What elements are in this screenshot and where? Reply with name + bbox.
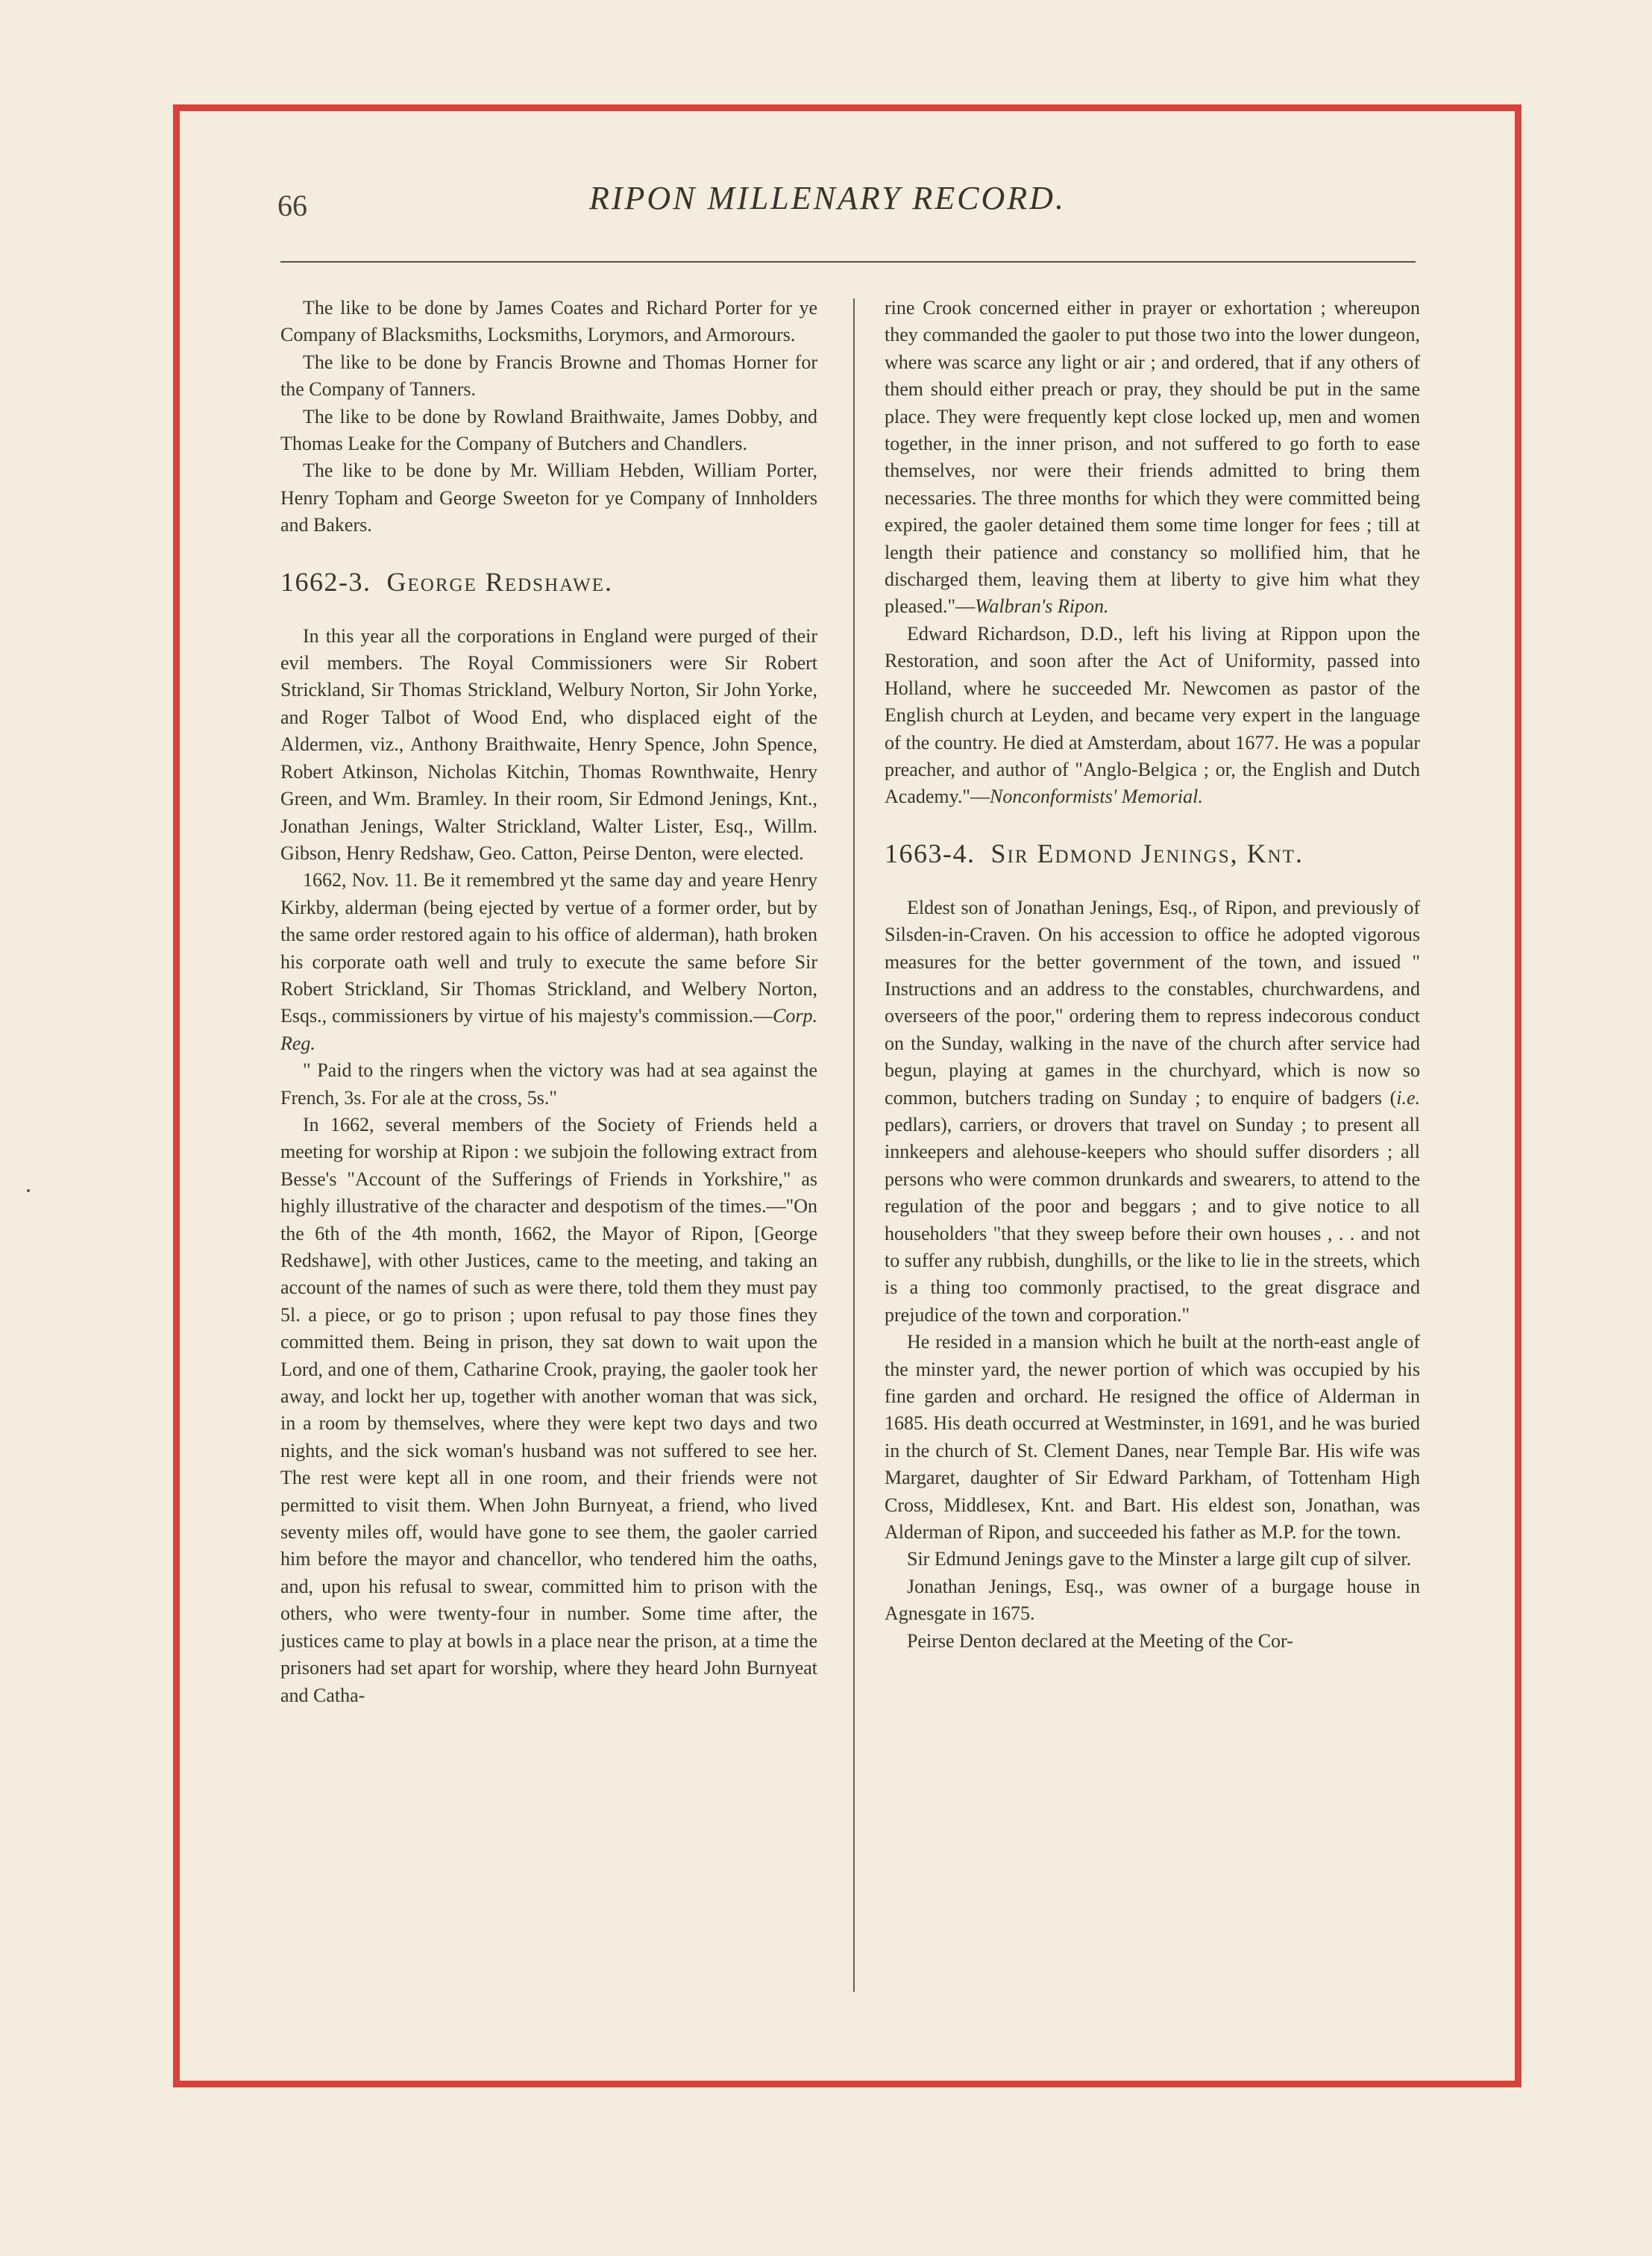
page-number: 66: [277, 189, 307, 222]
paragraph-corporations: In this year all the corporations in England were purged of their evil members. The Royal Commissioners were Sir Robert Strickland, Sir Thomas Strickland, Welbury Norton, Sir John Yorke, and Roger Talbot of Wood End, who displaced eight of the Aldermen, viz., Anthony Braithwaite, Henry Spence, John Spence, Robert Atkinson, Nicholas Kitchin, Thomas Rownthwaite, Henry Green, and Wm. Bramley. In their room, Sir Edmond Jenings, Knt., Jonathan Jenings, Walter Strickland, Walter Lister, Esq., Willm. Gibson, Henry Redshaw, Geo. Catton, Peirse Denton, were elected.: [280, 624, 817, 864]
paragraph-jenings-text: Eldest son of Jonathan Jenings, Esq., of Ripon, and previously of Silsden-in-Craven. On his accession to office he adopted vigorous measures for the better government of the town, and issued " Instructions and an address to the constables, churchwardens, and overseers of the poor," ordering them to repress indecorous conduct on the Sunday, walking in the nave of the church after service had begun, playing at games in the churchyard, which is now so common, butchers trading on Sunday ; to enquire of badgers: [885, 896, 1420, 1109]
source-citation: Walbran's Ripon.: [975, 595, 1109, 618]
source-citation: Nonconformists' Memorial.: [990, 786, 1203, 808]
column-divider: [853, 298, 855, 1992]
entry-heading-jenings: [885, 838, 1420, 869]
paragraph-gilt-cup: Sir Edmund Jenings gave to the Minster a large gilt cup of silver.: [907, 1548, 1412, 1570]
paragraph-mansion: He resided in a mansion which he built at the north-east angle of the minster yard, the newer portion of which was occupied by his fine garden and orchard. He resigned the office of Alderman in 1685. His death occurred at Westminster, in 1691, and he was buried in the church of St. Clement Danes, near Temple Bar. His wife was Margaret, daughter of Sir Edward Parkham, of Tottenham High Cross, Middlesex, Knt. and Bart. His eldest son, Jonathan, was Alderman of Ripon, and succeeded his father as M.P. for the town.: [885, 1331, 1420, 1544]
paragraph-denton: Peirse Denton declared at the Meeting of the Cor-: [907, 1629, 1293, 1652]
entry-name: Sir Edmond Jenings, Knt.: [990, 838, 1304, 868]
source-citation: Corp. Reg.: [280, 1005, 817, 1054]
paragraph-crook-continued: [885, 295, 1420, 621]
entry-heading-redshawe: [280, 566, 817, 598]
paragraph-innholders: The like to be done by Mr. William Hebden, William Porter, Henry Topham and George Sweeton for ye Company of Innholders and Bakers.: [280, 460, 817, 536]
paragraph-crook-text: rine Crook concerned either in prayer or exhortation ; whereupon they commanded the gaoler to put those two into the lower dungeon, where was scarce any light or air ; and ordered, that if any others of them should either preach or pray, they should be put in the same place. They were frequently kept close locked up, men and women together, in the inner prison, and not suffered to go forth to ease themselves, nor were their friends admitted to bring them necessaries. The three months for which they were committed being expired, the gaoler detained them some time longer for fees ; till at length their patience and constancy so mollified him, that he discharged them, leaving them at liberty to give him what they pleased."—: [885, 297, 1420, 618]
paragraph-jenings-rest: pedlars), carriers, or drovers that travel on Sunday ; to present all innkeepers and alehouse-keepers who should suffer disorders ; all persons who were common drunkards and swearers, to attend to the regulation of the poor and beggars ; and to give notice to all householders "that they sweep before their own houses , . . and not to suffer any rubbish, dunghills, or the like to lie in the streets, which is a thing too commonly practised, to the great disgrace and prejudice of the town and corporation.": [885, 1113, 1420, 1326]
paragraph-richardson-text: Edward Richardson, D.D., left his living at Rippon upon the Restoration, and soon after the Act of Uniformity, passed into Holland, where he succeeded Mr. Newcomen as pastor of the English church at Leyden, and became very expert in the language of the country. He died at Amsterdam, about 1677. He was a popular preacher, and author of "Anglo-Belgica ; or, the English and Dutch Academy."—: [885, 622, 1420, 808]
paragraph-friends: In 1662, several members of the Society of Friends held a meeting for worship at Ripon : we subjoin the following extract from Besse's "Account of the Sufferings of Friends in Yorkshire," as highly illustrative of the character and despotism of the times.—"On the 6th of the 4th month, 1662, the Mayor of Ripon, [George Redshawe], with other Justices, came to the meeting, and taking an account of the names of such as were there, told them they must pay 5l. a piece, or go to prison ; upon refusal to pay those fines they committed them. Being in prison, they sat down to wait upon the Lord, and one of them, Catharine Crook, praying, the gaoler took her away, and lockt her up, together with another woman that was sick, in a room by themselves, where they were kept two days and two nights, and the sick woman's husband was not suffered to see her. The rest were kept all in one room, and their friends were not permitted to visit them. When John Burnyeat, a friend, who lived seventy miles off, would have gone to see them, the gaoler carried him before the mayor and chancellor, who tendered him the oaths, and, upon his refusal to swear, committed him to prison with the others, who were twenty-four in number. Some time after, the justices came to play at bowls in a place near the prison, at a time the prisoners had set apart for worship, where they heard John Burnyeat and Catha-: [280, 1113, 817, 1706]
paragraph-blacksmiths: The like to be done by James Coates and Richard Porter for ye Company of Blacksmiths, Locksmiths, Lorymors, and Armorours.: [280, 297, 817, 346]
paragraph-tanners: The like to be done by Francis Browne and Thomas Horner for the Company of Tanners.: [280, 351, 817, 401]
abbreviation-ie: i.e.: [1396, 1086, 1420, 1109]
running-title: RIPON MILLENARY RECORD.: [589, 180, 1066, 216]
paragraph-jenings-measures: Eldest son of Jonathan Jenings, Esq., of Ripon, and previously of Silsden-in-Craven. On his accession to office he adopted vigorous measures for the better government of the town, and issued " Instructions and an address to the constables, churchwardens, and overseers of the poor," ordering them to repress indecorous conduct on the Sunday, walking in the nave of the church after service had begun, playing at games in the churchyard, which is now so common, butchers trading on Sunday ; to enquire of badgers (i.e. pedlars), carriers, or drovers that travel on Sunday ; to present all innkeepers and alehouse-keepers who should suffer disorders ; all persons who were common drunkards and swearers, to attend to the regulation of the poor and beggars ; and to give notice to all householders "that they sweep before their own houses , . . and not to suffer any rubbish, dunghills, or the like to lie in the streets, which is a thing too commonly practised, to the great disgrace and prejudice of the town and corporation.": [885, 896, 1420, 1326]
left-column: [280, 295, 817, 1709]
paragraph-ringers: " Paid to the ringers when the victory was had at sea against the French, 3s. For ale at the cross, 5s.": [280, 1059, 817, 1109]
paragraph-butchers: The like to be done by Rowland Braithwaite, James Dobby, and Thomas Leake for the Company of Butchers and Chandlers.: [280, 405, 817, 455]
paragraph-kirkby-text: 1662, Nov. 11. Be it remembred yt the same day and yeare Henry Kirkby, alderman (being ejected by vertue of a former order, but by the same order restored again to his office of alderman), hath broken his corporate oath well and truly to execute the same before Sir Robert Strickland, Sir Thomas Strickland, and Welbery Norton, Esqs., commissioners by virtue of his majesty's commission.—: [280, 869, 817, 1027]
margin-mark: [27, 1189, 30, 1192]
entry-year: 1662-3.: [280, 566, 371, 597]
paragraph-burgage: Jonathan Jenings, Esq., was owner of a burgage house in Agnesgate in 1675.: [885, 1575, 1420, 1625]
paragraph-richardson: [885, 621, 1420, 811]
paragraph-kirkby: [280, 867, 817, 1057]
right-column: [885, 295, 1420, 1655]
entry-year: 1663-4.: [885, 838, 976, 868]
entry-name: George Redshawe.: [386, 566, 614, 597]
header-rule: [280, 261, 1416, 263]
